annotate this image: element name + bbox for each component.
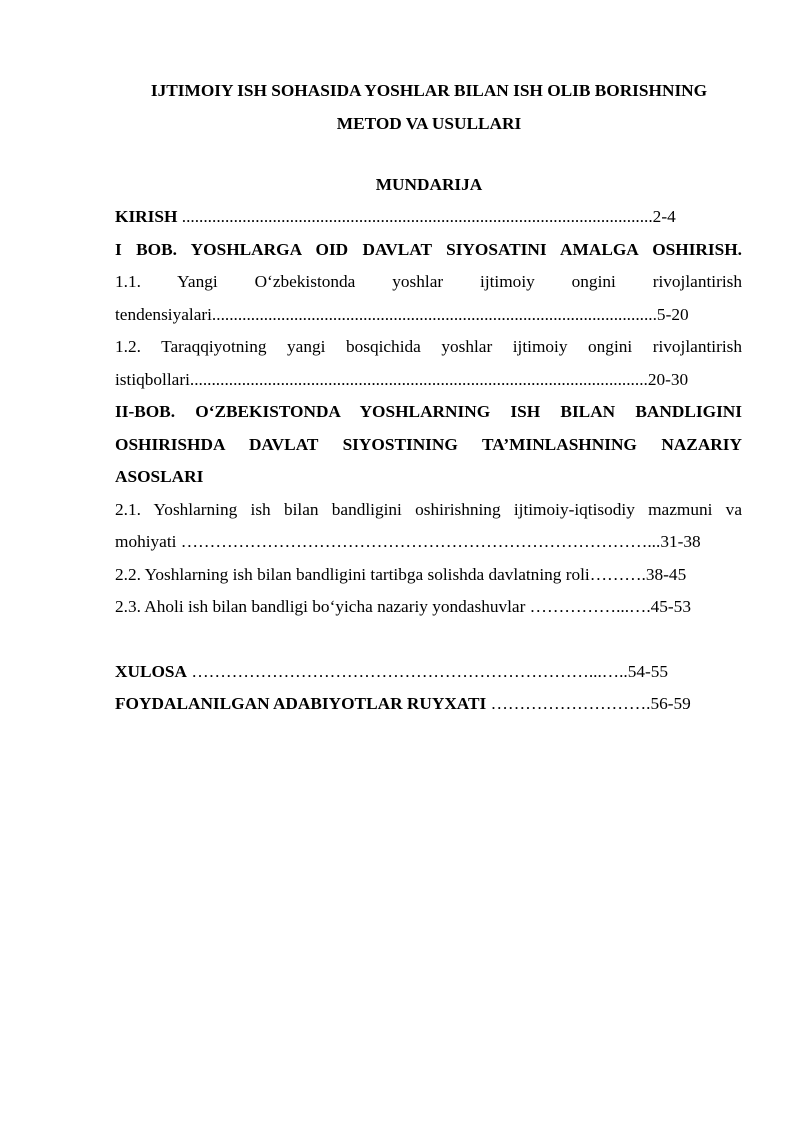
toc-entry-kirish bbox=[115, 201, 742, 234]
toc-entry-2-1-line2 bbox=[115, 526, 742, 559]
entry-text: tendensiyalari....................................................................................................... bbox=[115, 304, 657, 324]
toc-entry-1-2-line1: 1.2. Taraqqiyotning yangi bosqichida yoshlar ijtimoiy ongini rivojlantirish bbox=[115, 337, 742, 356]
page-range: 20-30 bbox=[647, 369, 689, 389]
page-range: 56-59 bbox=[650, 694, 691, 713]
toc-entry-2-3 bbox=[115, 591, 742, 624]
entry-label: FOYDALANILGAN ADABIYOTLAR RUYXATI bbox=[115, 694, 487, 713]
page-range: 38-45 bbox=[645, 564, 687, 584]
entry-label: XULOSA bbox=[115, 661, 188, 681]
page-range: 5-20 bbox=[656, 304, 689, 324]
page-range: 2-4 bbox=[652, 207, 676, 226]
dot-leader: ............................................................................................................. bbox=[177, 207, 653, 226]
toc-chapter-2: II-BOB. O‘ZBEKISTONDA YOSHLARNING ISH BILAN BANDLIGINI OSHIRISHDA DAVLAT SIYOSTINING TA’MINLASHNING NAZARIY ASOSLARI bbox=[115, 402, 742, 486]
page-range: 45-53 bbox=[650, 597, 691, 616]
toc-entry-xulosa bbox=[115, 656, 742, 689]
title-line-2: METOD VA USULLARI bbox=[336, 114, 522, 133]
toc-entry-2-1-line1: 2.1. Yoshlarning ish bilan bandligini oshirishning ijtimoiy-iqtisodiy mazmuni va bbox=[115, 499, 742, 519]
entry-label: KIRISH bbox=[115, 207, 178, 226]
toc-entry-1-1-line2 bbox=[115, 299, 742, 332]
page-range: 54-55 bbox=[627, 661, 669, 681]
dot-leader: ………………………. bbox=[486, 694, 651, 713]
toc-entry-1-1-line1: 1.1. Yangi O‘zbekistonda yoshlar ijtimoiy ongini rivojlantirish bbox=[115, 272, 742, 291]
page-range: 31-38 bbox=[660, 532, 701, 551]
title-line-1: IJTIMOIY ISH SOHASIDA YOSHLAR BILAN ISH OLIB BORISHNING bbox=[150, 81, 708, 100]
entry-text: istiqbollari.......................................................................................................... bbox=[115, 369, 648, 389]
dot-leader: ……………………………………………………………...….. bbox=[187, 661, 628, 681]
entry-text: mohiyati ………………………………………………………………………... bbox=[115, 532, 661, 551]
toc-entry-adabiyotlar bbox=[115, 688, 742, 721]
table-of-contents bbox=[115, 201, 742, 721]
spacer bbox=[115, 624, 742, 656]
document-title bbox=[100, 74, 758, 140]
toc-entry-2-2 bbox=[115, 559, 742, 592]
entry-text: 2.2. Yoshlarning ish bilan bandligini tartibga solishda davlatning roli………. bbox=[115, 564, 646, 584]
entry-text: 2.3. Aholi ish bilan bandligi bo‘yicha nazariy yondashuvlar ……………...…. bbox=[115, 597, 651, 616]
toc-heading: MUNDARIJA bbox=[375, 175, 483, 194]
toc-chapter-1: I BOB. YOSHLARGA OID DAVLAT SIYOSATINI AMALGA OSHIRISH. bbox=[115, 239, 742, 259]
toc-entry-1-2-line2 bbox=[115, 364, 742, 397]
